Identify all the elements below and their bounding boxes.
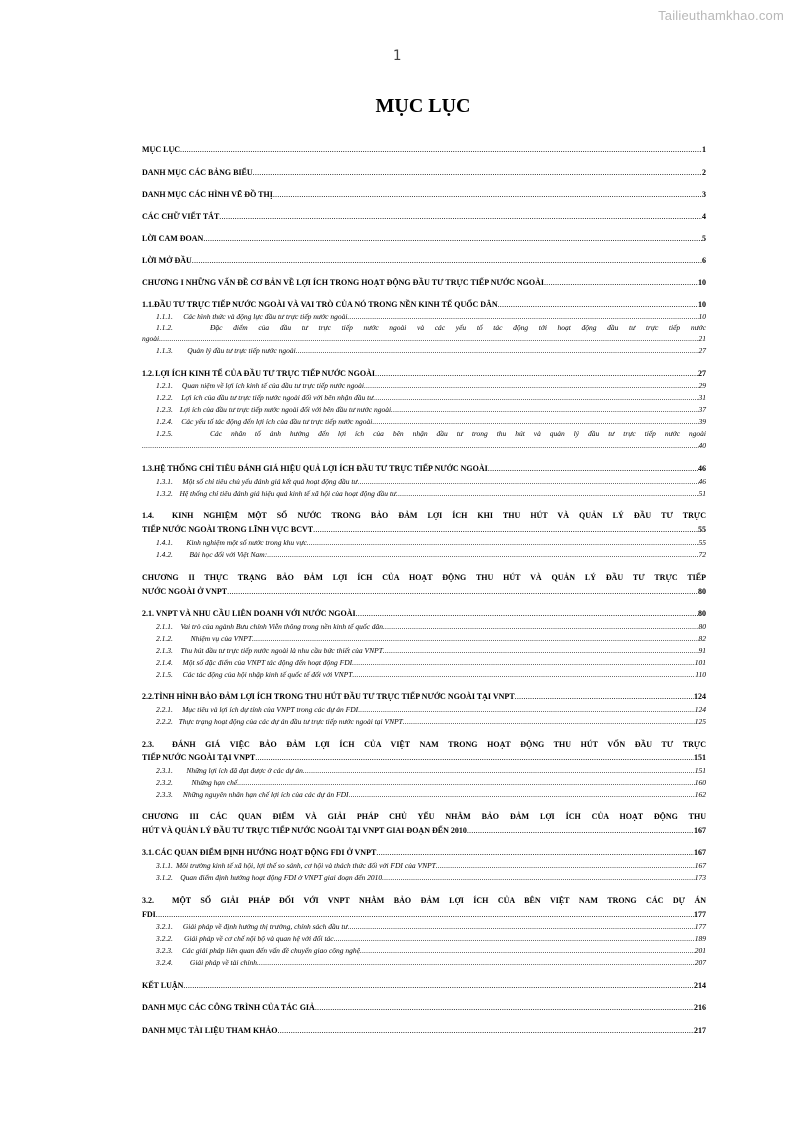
toc-subsection-3-1-1[interactable]: [142, 861, 706, 870]
toc-entry-text: Một số đặc điểm của VNPT tác động đến hoạt động FDI: [182, 658, 353, 667]
toc-page-number: 124: [694, 692, 706, 701]
toc-subsection-1-1-2[interactable]: [142, 323, 706, 332]
toc-subsection-1-2-4[interactable]: [142, 417, 706, 426]
page-title: MỤC LỤC: [375, 95, 471, 117]
toc-section-2-1[interactable]: [142, 609, 706, 618]
toc-section-number: 2.2.: [142, 692, 154, 701]
toc-subsection-1-4-1[interactable]: [142, 538, 706, 547]
toc-section-number: 1.2.1.: [156, 381, 173, 390]
toc-entry-text: Lợi ích của đầu tư trực tiếp nước ngoài đối với bên đầu tư nước ngoài: [179, 405, 392, 414]
toc-subsection-1-2-3[interactable]: [142, 405, 706, 414]
toc-entry-text: Quan điểm định hướng hoạt động FDI ở VNPT giai đoạn đến 2010: [180, 873, 383, 882]
toc-section-number: 1.2.5.: [156, 429, 173, 438]
toc-page-number: 177: [694, 910, 706, 919]
toc-chapter-3-continued[interactable]: [142, 826, 706, 835]
toc-section-number: 1.4.2.: [156, 550, 173, 559]
toc-section-number: 2.2.2.: [156, 717, 173, 726]
toc-subsection-3-2-1[interactable]: [142, 922, 706, 931]
toc-page-number: 160: [694, 778, 706, 787]
toc-page-number: 37: [698, 405, 706, 414]
toc-entry-text: CHƯƠNG I NHỮNG VẤN ĐỀ CƠ BẢN VỀ LỢI ÍCH TRONG HOẠT ĐỘNG ĐẦU TƯ TRỰC TIẾP NƯỚC NGOÀI: [142, 278, 544, 287]
toc-chapter-2[interactable]: [142, 573, 706, 582]
toc-page-number: 10: [698, 278, 706, 287]
toc-chapter-3[interactable]: [142, 812, 706, 821]
toc-section-number: 2.1.1.: [156, 622, 173, 631]
toc-section-number: 3.2.2.: [156, 934, 173, 943]
toc-entry-text: Các hình thức và động lực đầu tư trực tiếp nước ngoài: [183, 312, 348, 321]
toc-entry-text: NƯỚC NGOÀI Ở VNPT: [142, 587, 228, 596]
toc-page-number: 167: [694, 848, 706, 857]
toc-section-number: 1.2.: [142, 369, 154, 378]
toc-entry-loi-mo-dau[interactable]: [142, 256, 706, 265]
toc-page-number: 167: [694, 861, 706, 870]
toc-subsection-1-2-1[interactable]: [142, 381, 706, 390]
toc-entry-chu-viet-tat[interactable]: [142, 212, 706, 221]
toc-subsection-2-1-1[interactable]: [142, 622, 706, 631]
toc-subsection-3-2-4[interactable]: [142, 958, 706, 967]
toc-section-3-2[interactable]: [142, 896, 706, 905]
toc-section-number: 1.1.2.: [156, 323, 173, 332]
toc-section-number: 3.2.: [142, 896, 154, 905]
toc-entry-text: Các giải pháp liên quan đến vấn đề chuyển giao công nghệ: [181, 946, 361, 955]
toc-section-number: 2.1.4.: [156, 658, 173, 667]
toc-page-number: 216: [694, 1003, 706, 1012]
toc-entry-text: LỜI MỞ ĐẦU: [142, 256, 192, 265]
toc-subsection-1-2-5-continued[interactable]: [142, 441, 706, 450]
toc-subsection-2-1-2[interactable]: [142, 634, 706, 643]
toc-entry-danh-muc-hinh-ve[interactable]: [142, 190, 706, 199]
toc-entry-text: Những nguyên nhân hạn chế lợi ích của các dự án FDI: [182, 790, 349, 799]
toc-page-number: 6: [702, 256, 706, 265]
toc-page-number: 5: [702, 234, 706, 243]
toc-subsection-2-1-3[interactable]: [142, 646, 706, 655]
toc-section-number: 3.2.1.: [156, 922, 173, 931]
toc-page-number: 55: [698, 525, 706, 534]
toc-page-number: 151: [694, 766, 706, 775]
toc-entry-text: ngoài: [142, 334, 160, 343]
toc-entry-ket-luan[interactable]: [142, 981, 706, 990]
toc-section-number: 2.3.: [142, 740, 154, 749]
toc-section-1-2[interactable]: [142, 369, 706, 378]
toc-page-number: 51: [698, 489, 706, 498]
toc-section-number: 3.2.4.: [156, 958, 173, 967]
toc-entry-text: Các nhân tố ảnh hưởng đến lợi ích của bên nhận đầu tư trong thu hút và quản lý đầu tư trực tiếp nước ngoài: [210, 429, 706, 438]
page-number: 1: [392, 48, 402, 64]
toc-page-number: 10: [698, 300, 706, 309]
toc-entry-text: DANH MỤC TÀI LIỆU THAM KHẢO: [142, 1026, 278, 1035]
watermark-text: Tailieuthamkhao.com: [658, 8, 784, 23]
toc-entry-text: TIẾP NƯỚC NGOÀI TRONG LĨNH VỰC BCVT: [142, 525, 314, 534]
toc-entry-text: TÌNH HÌNH BẢO ĐẢM LỢI ÍCH TRONG THU HÚT ĐẦU TƯ TRỰC TIẾP NƯỚC NGOÀI TẠI VNPT: [154, 692, 515, 701]
toc-page-number: 80: [698, 587, 706, 596]
toc-section-number: 2.2.1.: [156, 705, 173, 714]
toc-page-number: 55: [698, 538, 706, 547]
toc-section-number: 3.1.: [142, 848, 154, 857]
toc-entry-text: Các yếu tố tác động đến lợi ích của đầu tư trực tiếp nước ngoài: [181, 417, 373, 426]
toc-entry-text: TIẾP NƯỚC NGOÀI TẠI VNPT: [142, 753, 256, 762]
toc-entry-tai-lieu-tham-khao[interactable]: [142, 1026, 706, 1035]
toc-subsection-3-2-3[interactable]: [142, 946, 706, 955]
toc-section-number: 2.1.3.: [156, 646, 173, 655]
toc-page-number: 3: [702, 190, 706, 199]
toc-chapter-1[interactable]: [142, 278, 706, 287]
toc-entry-text: ĐÁNH GIÁ VIỆC BẢO ĐẢM LỢI ÍCH CỦA VIỆT NAM TRONG HOẠT ĐỘNG THU HÚT VỐN ĐẦU TƯ TRỰC: [172, 740, 706, 749]
toc-subsection-2-3-1[interactable]: [142, 766, 706, 775]
toc-entry-text: Quản lý đầu tư trực tiếp nước ngoài: [187, 346, 296, 355]
toc-section-3-1[interactable]: [142, 848, 706, 857]
toc-entry-text: LỜI CAM ĐOAN: [142, 234, 204, 243]
toc-entry-text: Giải pháp về định hướng thị trường, chính sách đầu tư: [182, 922, 348, 931]
toc-entry-loi-cam-doan[interactable]: [142, 234, 706, 243]
toc-page-number: 80: [698, 609, 706, 618]
toc-section-2-3-continued[interactable]: [142, 753, 706, 762]
toc-section-number: 1.2.4.: [156, 417, 173, 426]
toc-entry-text: DANH MỤC CÁC HÌNH VẼ ĐỒ THỊ: [142, 190, 273, 199]
toc-section-2-2[interactable]: [142, 692, 706, 701]
toc-entry-text: MỘT SỐ GIẢI PHÁP ĐỐI VỚI VNPT NHẰM BẢO ĐẢM LỢI ÍCH CỦA BÊN VIỆT NAM TRONG CÁC DỰ ÁN: [172, 896, 706, 905]
toc-entry-text: Môi trường kinh tế xã hội, lợi thế so sánh, cơ hội và thách thức đối với FDI của VNPT: [176, 861, 436, 870]
toc-page-number: 2: [702, 168, 706, 177]
toc-section-number: 1.3.1.: [156, 477, 173, 486]
toc-entry-text: Nhiệm vụ của VNPT: [190, 634, 253, 643]
toc-subsection-1-2-2[interactable]: [142, 393, 706, 402]
toc-entry-text: VNPT VÀ NHU CẦU LIÊN DOANH VỚI NƯỚC NGOÀI: [155, 609, 356, 618]
toc-entry-text: Giải pháp về cơ chế nội bộ và quan hệ với đối tác: [183, 934, 334, 943]
toc-entry-text: Mục tiêu và lợi ích dự tính của VNPT trong các dự án FDI: [182, 705, 359, 714]
toc-page-number: 82: [698, 634, 706, 643]
toc-subsection-1-2-5[interactable]: [142, 429, 706, 438]
toc-section-number: 1.3.2.: [156, 489, 173, 498]
toc-page-number: 72: [698, 550, 706, 559]
toc-entry-text: Quan niệm về lợi ích kinh tế của đầu tư trực tiếp nước ngoài: [181, 381, 365, 390]
toc-subsection-2-2-2[interactable]: [142, 717, 706, 726]
toc-entry-muc-luc[interactable]: [142, 145, 706, 154]
toc-page-number: 21: [698, 334, 706, 343]
toc-entry-text: CHƯƠNG III CÁC QUAN ĐIỂM VÀ GIẢI PHÁP CHỦ YẾU NHẰM BẢO ĐẢM LỢI ÍCH CỦA HOẠT ĐỘNG THU: [142, 812, 706, 821]
toc-page-number: 91: [698, 646, 706, 655]
toc-section-number: 2.1.5.: [156, 670, 173, 679]
toc-page-number: 101: [694, 658, 706, 667]
toc-section-number: 1.4.: [142, 511, 154, 520]
toc-entry-text: CÁC CHỮ VIẾT TẮT: [142, 212, 220, 221]
toc-page-number: 27: [698, 369, 706, 378]
toc-section-number: 2.3.2.: [156, 778, 173, 787]
toc-entry-text: DANH MỤC CÁC CÔNG TRÌNH CỦA TÁC GIẢ: [142, 1003, 315, 1012]
toc-entry-text: CHƯƠNG II THỰC TRẠNG BẢO ĐẢM LỢI ÍCH CỦA HOẠT ĐỘNG THU HÚT VÀ QUẢN LÝ ĐẦU TƯ TRỰC TIẾP: [142, 573, 706, 582]
toc-subsection-1-4-2[interactable]: [142, 550, 706, 559]
toc-section-2-3[interactable]: [142, 740, 706, 749]
toc-subsection-2-2-1[interactable]: [142, 705, 706, 714]
toc-page-number: 214: [694, 981, 706, 990]
toc-subsection-3-2-2[interactable]: [142, 934, 706, 943]
toc-page-number: 80: [698, 622, 706, 631]
toc-subsection-1-1-2-continued[interactable]: [142, 334, 706, 343]
toc-page-number: 46: [698, 464, 706, 473]
toc-page-number: 217: [694, 1026, 706, 1035]
toc-entry-text: Thu hút đầu tư trực tiếp nước ngoài là nhu cầu bức thiết của VNPT: [180, 646, 383, 655]
toc-subsection-2-3-2[interactable]: [142, 778, 706, 787]
toc-section-1-3[interactable]: [142, 464, 706, 473]
toc-entry-text: Thực trạng hoạt động của các dự án đầu tư trực tiếp nước ngoài tại VNPT: [178, 717, 403, 726]
toc-subsection-1-1-3[interactable]: [142, 346, 706, 355]
toc-subsection-2-1-5[interactable]: [142, 670, 706, 679]
toc-subsection-1-3-1[interactable]: [142, 477, 706, 486]
toc-entry-text: Hệ thống chỉ tiêu đánh giá hiệu quả kinh tế xã hội của hoạt động đầu tư: [179, 489, 396, 498]
toc-entry-text: HÚT VÀ QUẢN LÝ ĐẦU TƯ TRỰC TIẾP NƯỚC NGOÀI TẠI VNPT GIAI ĐOẠN ĐẾN 2010: [142, 826, 467, 835]
toc-entry-text: Kinh nghiệm một số nước trong khu vực: [186, 538, 307, 547]
toc-section-number: 1.2.3.: [156, 405, 173, 414]
toc-entry-text: HỆ THỐNG CHỈ TIÊU ĐÁNH GIÁ HIỆU QUẢ LỢI ÍCH ĐẦU TƯ TRỰC TIẾP NƯỚC NGOÀI: [154, 464, 488, 473]
toc-entry-text: CÁC QUAN ĐIỂM ĐỊNH HƯỚNG HOẠT ĐỘNG FDI Ở VNPT: [154, 848, 377, 857]
toc-page-number: 10: [698, 312, 706, 321]
toc-section-number: 1.3.: [142, 464, 154, 473]
toc-section-1-4-continued[interactable]: [142, 525, 706, 534]
toc-section-number: 2.3.1.: [156, 766, 173, 775]
toc-entry-text: KINH NGHIỆM MỘT SỐ NƯỚC TRONG BẢO ĐẢM LỢI ÍCH KHI THU HÚT VÀ QUẢN LÝ ĐẦU TƯ TRỰC: [172, 511, 706, 520]
toc-page-number: 167: [694, 826, 706, 835]
toc-chapter-2-continued[interactable]: [142, 587, 706, 596]
toc-section-number: 1.1.: [142, 300, 154, 309]
toc-section-number: 1.1.1.: [156, 312, 173, 321]
toc-section-1-4[interactable]: [142, 511, 706, 520]
toc-entry-text: FDI: [142, 910, 156, 919]
toc-entry-text: Giải pháp về tài chính: [189, 958, 257, 967]
toc-page-number: 177: [694, 922, 706, 931]
toc-page-number: 110: [695, 670, 706, 679]
toc-subsection-1-3-2[interactable]: [142, 489, 706, 498]
toc-entry-text: Lợi ích của đầu tư trực tiếp nước ngoài đối với bên nhận đầu tư: [181, 393, 374, 402]
toc-entry-cong-trinh-tac-gia[interactable]: [142, 1003, 706, 1012]
toc-section-3-2-continued[interactable]: [142, 910, 706, 919]
toc-section-number: 3.2.3.: [156, 946, 173, 955]
toc-page-number: 207: [694, 958, 706, 967]
toc-entry-text: KẾT LUẬN: [142, 981, 184, 990]
toc-entry-text: Những hạn chế: [191, 778, 238, 787]
toc-section-number: 1.1.3.: [156, 346, 173, 355]
toc-entry-text: Đặc điểm của đầu tư trực tiếp nước ngoài và các yếu tố tác động tới hoạt động đầu tư trực tiếp nước: [210, 323, 706, 332]
toc-entry-text: DANH MỤC CÁC BẢNG BIỂU: [142, 168, 253, 177]
toc-entry-text: Bài học đối với Việt Nam:: [189, 550, 268, 559]
toc-page-number: 201: [694, 946, 706, 955]
toc-entry-text: Vai trò của ngành Bưu chính Viễn thông trong nền kinh tế quốc dân: [180, 622, 384, 631]
toc-section-number: 2.3.3.: [156, 790, 173, 799]
toc-subsection-3-1-2[interactable]: [142, 873, 706, 882]
toc-subsection-2-3-3[interactable]: [142, 790, 706, 799]
toc-page-number: 29: [698, 381, 706, 390]
toc-page-number: 46: [698, 477, 706, 486]
toc-section-number: 3.1.1.: [156, 861, 173, 870]
toc-page-number: 189: [694, 934, 706, 943]
toc-page-number: 27: [698, 346, 706, 355]
toc-page-number: 125: [694, 717, 706, 726]
toc-entry-danh-muc-bang-bieu[interactable]: [142, 168, 706, 177]
toc-page-number: 162: [694, 790, 706, 799]
toc-subsection-2-1-4[interactable]: [142, 658, 706, 667]
toc-page-number: 4: [702, 212, 706, 221]
toc-page-number: 39: [698, 417, 706, 426]
toc-entry-text: ĐẦU TƯ TRỰC TIẾP NƯỚC NGOÀI VÀ VAI TRÒ CỦA NÓ TRONG NỀN KINH TẾ QUỐC DÂN: [154, 300, 498, 309]
toc-section-number: 1.4.1.: [156, 538, 173, 547]
toc-page-number: 151: [694, 753, 706, 762]
toc-page-number: 31: [698, 393, 706, 402]
toc-section-number: 2.1.: [142, 609, 154, 618]
toc-section-1-1[interactable]: [142, 300, 706, 309]
toc-entry-text: Các tác động của hội nhập kinh tế quốc tế đối với VNPT: [182, 670, 353, 679]
toc-subsection-1-1-1[interactable]: [142, 312, 706, 321]
toc-page-number: 40: [698, 441, 706, 450]
toc-entry-text: Một số chỉ tiêu chủ yếu đánh giá kết quả hoạt động đầu tư: [182, 477, 358, 486]
toc-entry-text: Những lợi ích đã đạt được ở các dự án: [186, 766, 303, 775]
toc-section-number: 3.1.2.: [156, 873, 173, 882]
toc-entry-text: LỢI ÍCH KINH TẾ CỦA ĐẦU TƯ TRỰC TIẾP NƯỚC NGOÀI: [155, 369, 375, 378]
toc-section-number: 1.2.2.: [156, 393, 173, 402]
toc-page-number: 124: [694, 705, 706, 714]
toc-section-number: 2.1.2.: [156, 634, 173, 643]
toc-page-number: 1: [702, 145, 706, 154]
toc-entry-text: MỤC LỤC: [142, 145, 180, 154]
toc-page-number: 173: [694, 873, 706, 882]
